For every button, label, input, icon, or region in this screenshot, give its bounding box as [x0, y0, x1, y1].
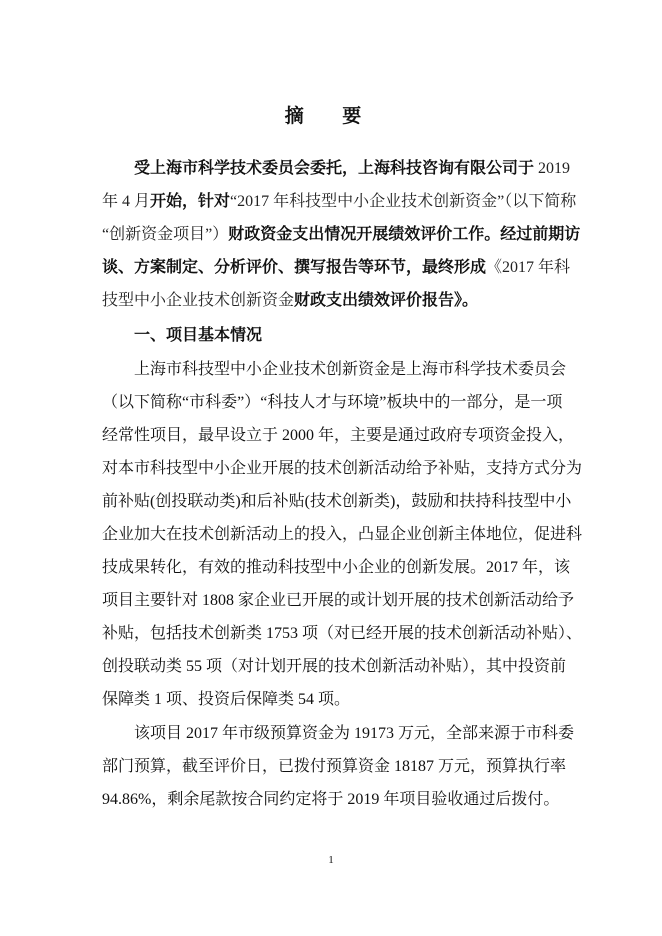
- bold-text: 谈、方案制定、分析评价、撰写报告等环节，最终形成: [102, 257, 487, 276]
- body-line: 该项目 2017 年市级预算资金为 19173 万元，全部来源于市科委: [134, 725, 575, 742]
- intro-line: [102, 289, 562, 311]
- body-line: 保障类 1 项、投资后保障类 54 项。: [102, 691, 351, 708]
- body-line: （以下简称“市科委”）“科技人才与环境”板块中的一部分，是一项: [102, 394, 563, 411]
- body-line: 项目主要针对 1808 家企业已开展的或计划开展的技术创新活动给予: [102, 592, 575, 609]
- text: 技型中小企业技术创新资金: [102, 292, 295, 309]
- body-line: 对本市科技型中小企业开展的技术创新活动给予补贴，支持方式分为: [102, 460, 583, 477]
- body-line: 技成果转化，有效的推动科技型中小企业的创新发展。2017 年，该: [102, 559, 571, 576]
- bold-text: 财政支出绩效评价报告》。: [294, 290, 479, 309]
- bold-text: 受上海市科学技术委员会委托，上海科技咨询有限公司于: [134, 158, 535, 177]
- page-title: 摘 要: [284, 105, 378, 127]
- body-line: 94.86%，剩余尾款按合同约定将于 2019 年项目验收通过后拨付。: [102, 791, 560, 808]
- section-heading: 一、项目基本情况: [134, 325, 263, 344]
- bold-text: 开始，针对: [150, 191, 231, 210]
- body-line: 上海市科技型中小企业技术创新资金是上海市科学技术委员会: [134, 361, 567, 378]
- page-number: 1: [328, 854, 334, 866]
- intro-line: [102, 256, 571, 278]
- body-line: 创投联动类 55 项（对计划开展的技术创新活动补贴），其中投资前: [102, 658, 567, 675]
- intro-line: [102, 223, 581, 245]
- text: “创新资金项目”）: [102, 226, 229, 243]
- intro-line: [134, 157, 571, 179]
- body-line: 补贴，包括技术创新类 1753 项（对已经开展的技术创新活动补贴）、: [102, 625, 583, 642]
- body-line: 部门预算，截至评价日，已拨付预算资金 18187 万元，预算执行率: [102, 758, 567, 775]
- text: 年 4 月: [102, 193, 151, 210]
- intro-line: [102, 190, 577, 212]
- body-line: 企业加大在技术创新活动上的投入，凸显企业创新主体地位，促进科: [102, 526, 583, 543]
- body-line: 前补贴(创投联动类)和后补贴(技术创新类)，鼓励和扶持科技型中小: [102, 493, 572, 510]
- text: “2017 年科技型中小企业技术创新资金”（以下简称: [230, 193, 577, 210]
- bold-text: 财政资金支出情况开展绩效评价工作。经过前期访: [228, 224, 581, 243]
- text: 《2017 年科: [486, 259, 571, 276]
- text: 2019: [534, 160, 571, 177]
- body-line: 经常性项目，最早设立于 2000 年，主要是通过政府专项资金投入，: [102, 427, 575, 444]
